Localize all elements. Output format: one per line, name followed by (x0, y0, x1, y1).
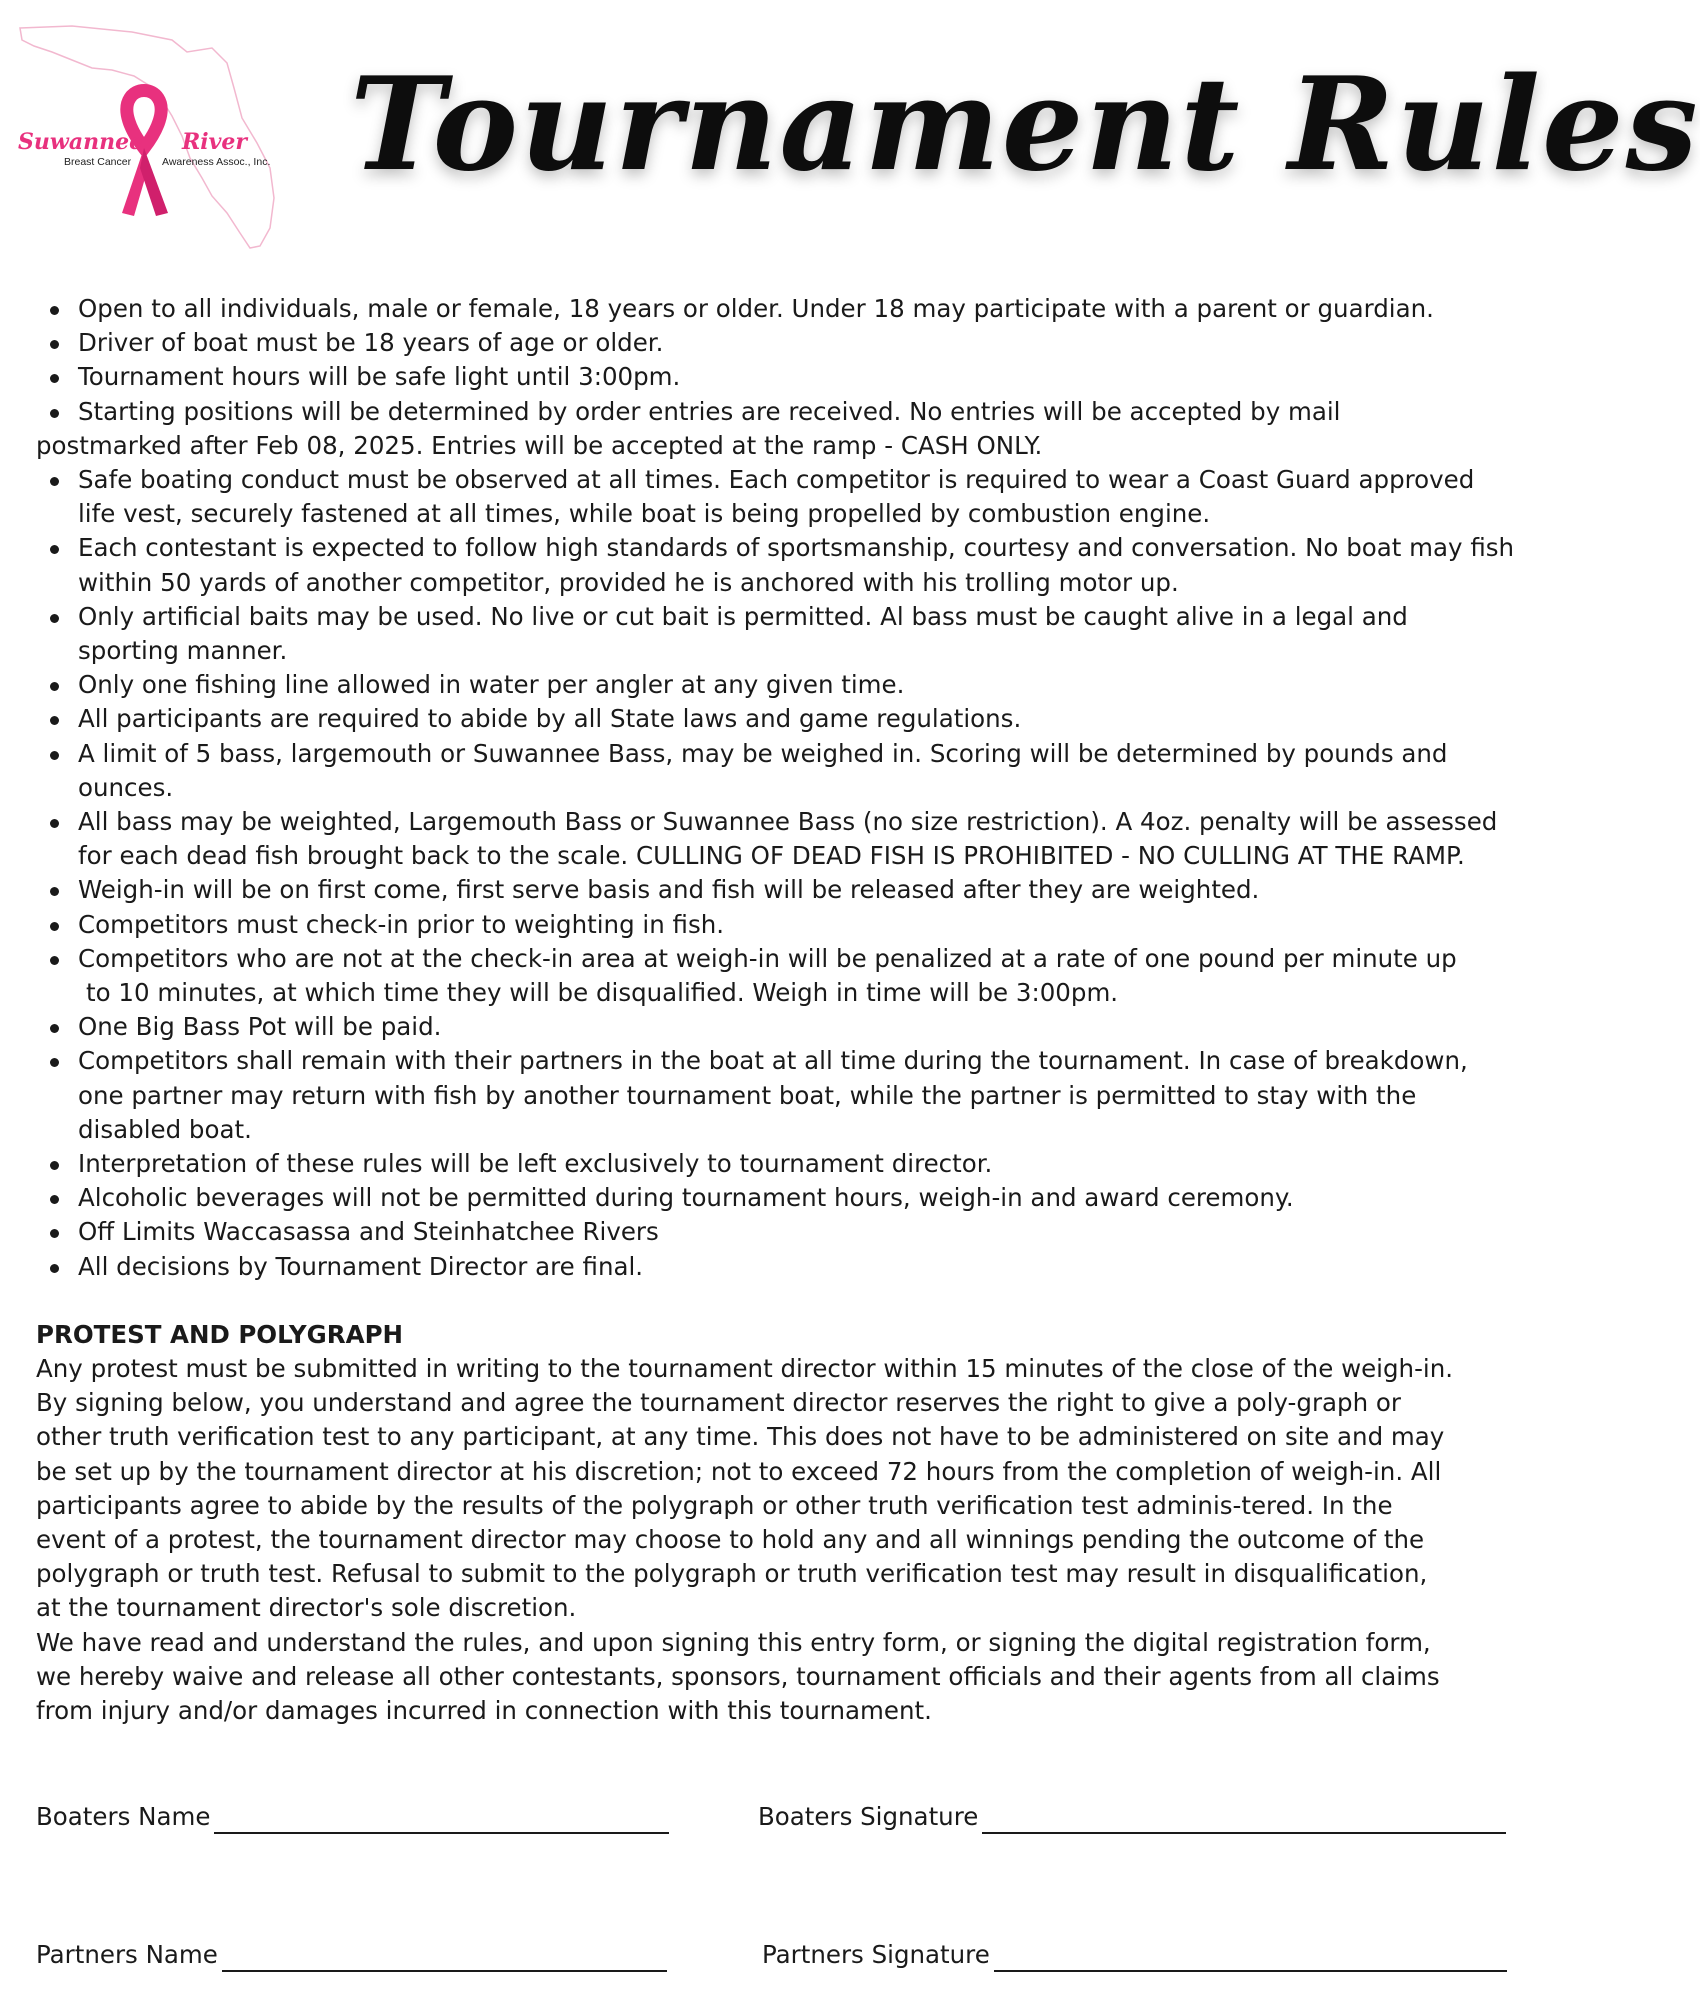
bullet-icon (50, 545, 59, 554)
rule-item: Alcoholic beverages will not be permitted during tournament hours, weigh-in and award ceremony. (36, 1181, 1516, 1215)
bullet-icon (50, 1195, 59, 1204)
logo-name-suwannee: Suwannee (18, 129, 144, 155)
partners-name-label: Partners Name (36, 1940, 218, 1969)
rules-list (36, 292, 1516, 1284)
boaters-signature-label: Boaters Signature (758, 1802, 979, 1831)
boaters-name-label: Boaters Name (36, 1802, 211, 1831)
rule-item: Competitors shall remain with their partners in the boat at all time during the tournament. In case of breakdown, one partner may return with fish by another tournament boat, while the partner is permitted to stay with the disabled boat. (36, 1044, 1516, 1147)
boaters-name-line[interactable] (214, 1808, 669, 1834)
rule-item: A limit of 5 bass, largemouth or Suwannee Bass, may be weighed in. Scoring will be determined by pounds and ounces. (36, 737, 1516, 805)
bullet-icon (50, 1161, 59, 1170)
bullet-icon (50, 956, 59, 965)
rule-item: Competitors who are not at the check-in area at weigh-in will be penalized at a rate of one pound per minute up to 10 minutes, at which time they will be disqualified. Weigh in time will be 3:00pm. (36, 942, 1516, 1010)
bullet-icon (50, 682, 59, 691)
boaters-signature-field[interactable] (758, 1800, 1506, 1834)
rule-item: Tournament hours will be safe light until 3:00pm. (36, 360, 1516, 394)
bullet-icon (50, 922, 59, 931)
rule-item: Off Limits Waccasassa and Steinhatchee Rivers (36, 1215, 1516, 1249)
bullet-icon (50, 819, 59, 828)
org-logo (12, 18, 292, 253)
rule-item: All decisions by Tournament Director are final. (36, 1250, 1516, 1284)
rule-item: All participants are required to abide by all State laws and game regulations. (36, 702, 1516, 736)
partners-name-field[interactable] (36, 1938, 667, 1972)
partners-signature-line[interactable] (994, 1946, 1507, 1972)
bullet-icon (50, 409, 59, 418)
rule-item: Each contestant is expected to follow high standards of sportsmanship, courtesy and conversation. No boat may fish within 50 yards of another competitor, provided he is anchored with his trolling motor up. (36, 531, 1516, 599)
rule-item: Starting positions will be determined by order entries are received. No entries will be accepted by mail postmarked after Feb 08, 2025. Entries will be accepted at the ramp - CASH ONLY. (36, 396, 1341, 460)
rule-item: Driver of boat must be 18 years of age or older. (36, 326, 1516, 360)
bullet-icon (50, 1264, 59, 1273)
partners-name-line[interactable] (222, 1946, 667, 1972)
partners-signature-label: Partners Signature (762, 1940, 990, 1969)
bullet-icon (50, 1229, 59, 1238)
header (0, 0, 1700, 260)
boaters-name-field[interactable] (36, 1800, 669, 1834)
bullet-icon (50, 477, 59, 486)
rule-item: Safe boating conduct must be observed at all times. Each competitor is required to wear a Coast Guard approved life vest, securely fastened at all times, while boat is being propelled by combustion engine. (36, 463, 1516, 531)
logo-subtitle-2: Awareness Assoc., Inc. (162, 156, 271, 168)
protest-paragraph: Any protest must be submitted in writing to the tournament director within 15 minutes of the close of the weigh-in. By signing below, you understand and agree the tournament director reserves the right to give a poly-graph or other truth verification test to any participant, at any time. This does not have to be administered on site and may be set up by the tournament director at his discretion; not to exceed 72 hours from the completion of weigh-in. All participants agree to abide by the results of the polygraph or other truth verification test adminis-tered. In the event of a protest, the tournament director may choose to hold any and all winnings pending the outcome of the polygraph or truth test. Refusal to submit to the polygraph or truth verification test may result in disqualification, at the tournament director's sole discretion. (36, 1354, 1454, 1623)
logo-name-river: River (182, 129, 248, 155)
bullet-icon (50, 716, 59, 725)
bullet-icon (50, 887, 59, 896)
rule-item: One Big Bass Pot will be paid. (36, 1010, 1516, 1044)
bullet-icon (50, 1058, 59, 1067)
rule-item: Open to all individuals, male or female, 18 years or older. Under 18 may participate with a parent or guardian. (36, 292, 1516, 326)
bullet-icon (50, 751, 59, 760)
rule-item: Competitors must check-in prior to weighting in fish. (36, 908, 1516, 942)
bullet-icon (50, 614, 59, 623)
rule-item: Only one fishing line allowed in water per angler at any given time. (36, 668, 1516, 702)
logo-subtitle-1: Breast Cancer (64, 156, 132, 168)
bullet-icon (50, 374, 59, 383)
partners-signature-field[interactable] (762, 1938, 1507, 1972)
boaters-signature-line[interactable] (982, 1808, 1506, 1834)
waiver-paragraph: We have read and understand the rules, and upon signing this entry form, or signing the digital registration form, we hereby waive and release all other contestants, sponsors, tournament officials and their agents from all claims from injury and/or damages incurred in connection with this tournament. (36, 1628, 1440, 1726)
rule-item: Only artificial baits may be used. No live or cut bait is permitted. Al bass must be caught alive in a legal and sporting manner. (36, 600, 1516, 668)
rule-item: Interpretation of these rules will be left exclusively to tournament director. (36, 1147, 1516, 1181)
bullet-icon (50, 1024, 59, 1033)
protest-heading: PROTEST AND POLYGRAPH (36, 1320, 404, 1349)
rule-item: Weigh-in will be on first come, first serve basis and fish will be released after they are weighted. (36, 873, 1516, 907)
bullet-icon (50, 340, 59, 349)
page-title: Tournament Rules (350, 50, 1700, 200)
rule-item: All bass may be weighted, Largemouth Bass or Suwannee Bass (no size restriction). A 4oz. penalty will be assessed for each dead fish brought back to the scale. CULLING OF DEAD FISH IS PROHIBITED - NO CULLING AT THE RAMP. (36, 805, 1516, 873)
bullet-icon (50, 306, 59, 315)
